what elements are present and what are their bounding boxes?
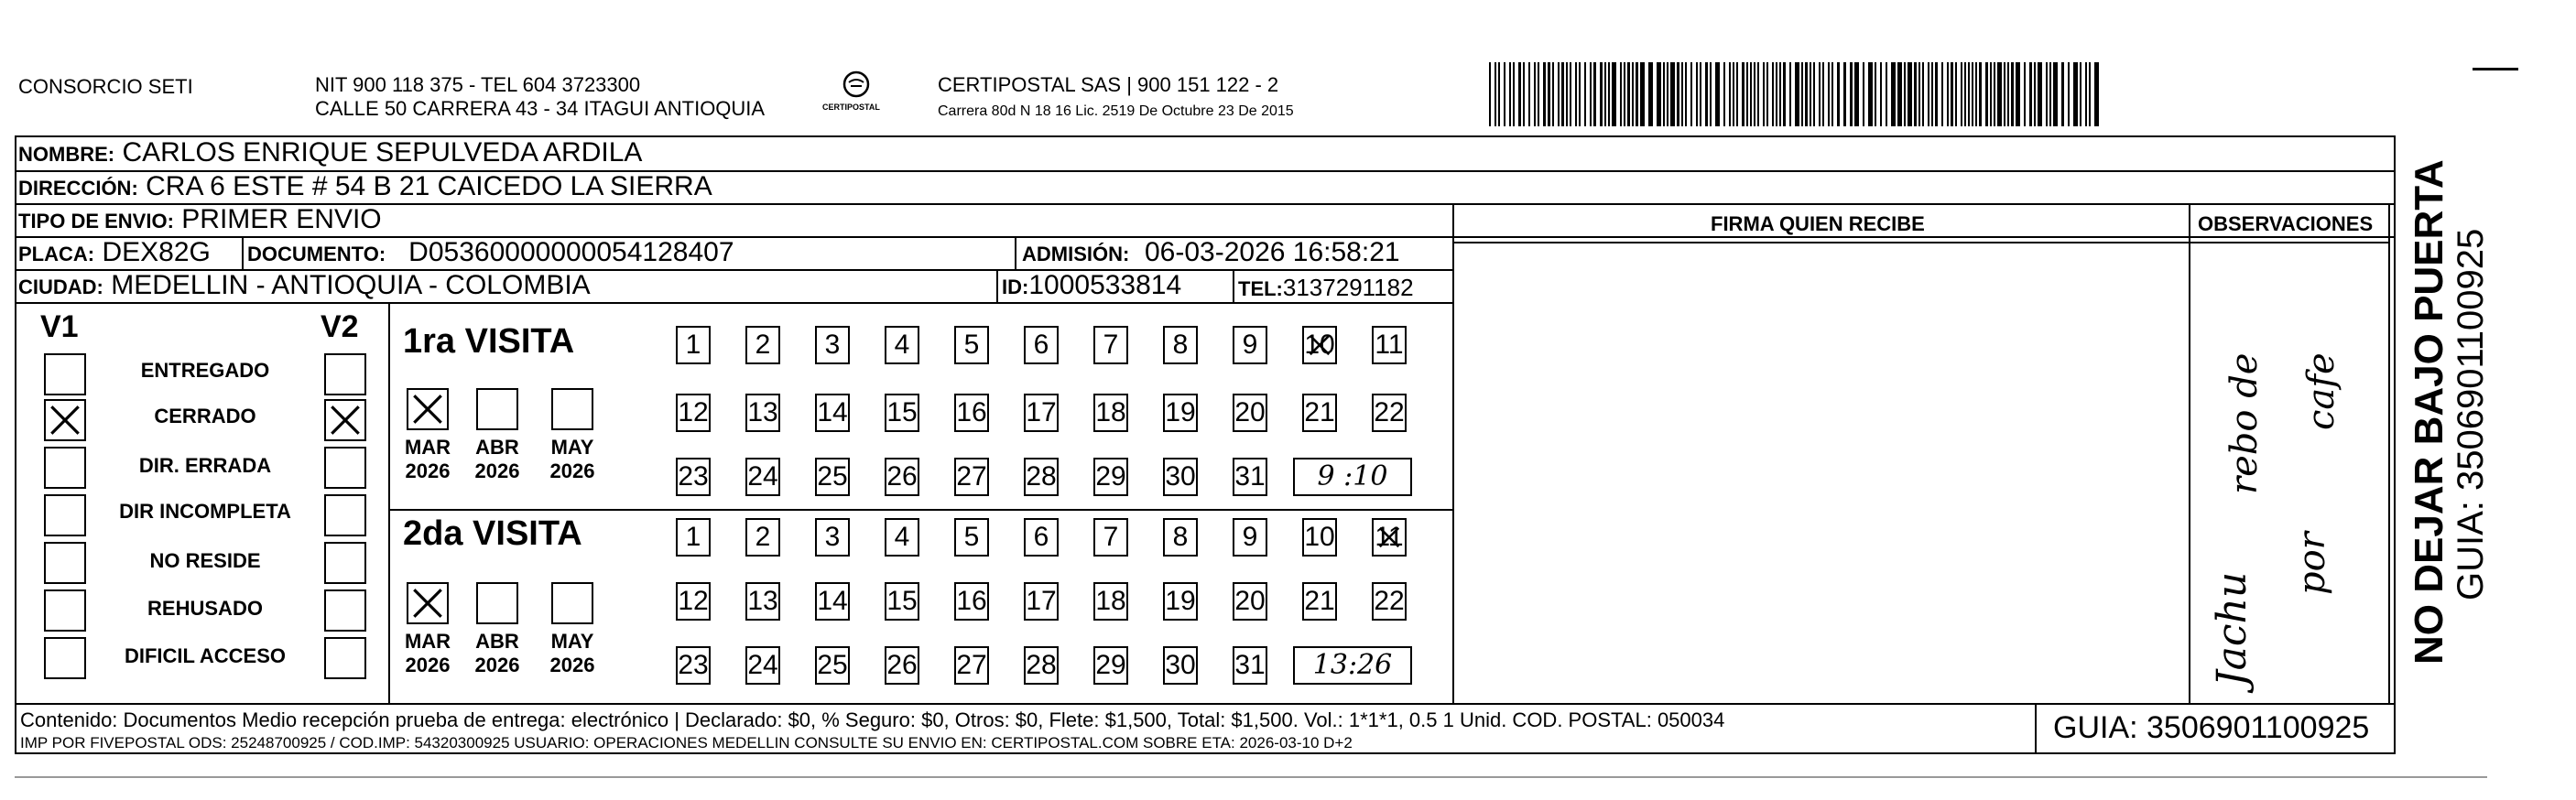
second-visit-month-checkbox[interactable]: [551, 582, 593, 624]
first-visit-day-box[interactable]: 6: [1024, 326, 1059, 364]
certipostal-logo-icon: [838, 70, 875, 106]
v1-checkbox[interactable]: [44, 542, 86, 584]
month-name: MAY: [550, 436, 594, 459]
second-visit-month-checkbox[interactable]: [407, 582, 449, 624]
v2-checkbox[interactable]: [324, 589, 366, 632]
second-visit-month-label: [396, 630, 460, 677]
first-visit-day-box[interactable]: 10: [1302, 326, 1337, 364]
v1-checkbox[interactable]: [44, 447, 86, 489]
nombre-row: NOMBRE: CARLOS ENRIQUE SEPULVEDA ARDILA: [18, 137, 643, 168]
nombre-value: CARLOS ENRIQUE SEPULVEDA ARDILA: [122, 137, 643, 168]
first-visit-day-box[interactable]: 28: [1024, 458, 1059, 496]
second-visit-day-box[interactable]: 24: [745, 646, 780, 685]
first-visit-day-box[interactable]: 15: [885, 394, 919, 432]
second-visit-day-box[interactable]: 14: [815, 582, 850, 621]
second-visit-day-box[interactable]: 26: [885, 646, 919, 685]
second-visit-day-box[interactable]: 30: [1163, 646, 1198, 685]
second-visit-day-box[interactable]: 3: [815, 518, 850, 557]
second-visit-day-box[interactable]: 31: [1233, 646, 1267, 685]
first-visit-day-box[interactable]: 20: [1233, 394, 1267, 432]
second-visit-day-box[interactable]: 11: [1372, 518, 1407, 557]
v1-checkbox[interactable]: [44, 353, 86, 395]
tel-row: TEL:3137291182: [1238, 274, 1414, 301]
v2-checkbox[interactable]: [324, 399, 366, 441]
second-visit-day-box[interactable]: 1: [676, 518, 711, 557]
status-label: DIR INCOMPLETA: [119, 500, 291, 523]
observations-handwriting: [2190, 293, 2385, 701]
first-visit-day-box[interactable]: 13: [745, 394, 780, 432]
v2-checkbox[interactable]: [324, 447, 366, 489]
first-visit-day-box[interactable]: 23: [676, 458, 711, 496]
second-visit-day-box[interactable]: 16: [954, 582, 989, 621]
corner-mark: [2473, 68, 2518, 70]
status-label: ENTREGADO: [140, 359, 270, 382]
first-visit-month-checkbox[interactable]: [407, 388, 449, 430]
first-visit-month-label: [540, 436, 604, 483]
v2-checkbox[interactable]: [324, 637, 366, 679]
month-year: 2026: [474, 654, 520, 676]
first-visit-day-box[interactable]: 17: [1024, 394, 1059, 432]
v2-checkbox[interactable]: [324, 494, 366, 536]
v1-label: V1: [40, 309, 79, 344]
tipo-row: TIPO DE ENVIO: PRIMER ENVIO: [18, 204, 382, 234]
first-visit-day-box[interactable]: 7: [1093, 326, 1128, 364]
v2-checkbox[interactable]: [324, 542, 366, 584]
second-visit-day-box[interactable]: 25: [815, 646, 850, 685]
second-visit-month-label: [540, 630, 604, 677]
documento-value: D05360000000054128407: [408, 237, 734, 267]
admision-row: ADMISIÓN: 06-03-2026 16:58:21: [1022, 237, 1400, 267]
month-name: ABR: [475, 436, 519, 459]
first-visit-day-box[interactable]: 2: [745, 326, 780, 364]
month-name: MAY: [550, 630, 594, 653]
v1-checkbox[interactable]: [44, 494, 86, 536]
barcode: [1487, 62, 2106, 126]
month-year: 2026: [474, 459, 520, 482]
second-visit-day-box[interactable]: 6: [1024, 518, 1059, 557]
documento-row: DOCUMENTO: D05360000000054128407: [247, 237, 734, 267]
side-guia: GUIA: 3506901100925: [2451, 228, 2491, 600]
second-visit-day-box[interactable]: 15: [885, 582, 919, 621]
second-visit-day-box[interactable]: 17: [1024, 582, 1059, 621]
second-visit-month-checkbox[interactable]: [476, 582, 518, 624]
month-name: ABR: [475, 630, 519, 653]
logo-text: CERTIPOSTAL: [822, 103, 880, 112]
first-visit-day-box[interactable]: 12: [676, 394, 711, 432]
second-visit-day-box[interactable]: 7: [1093, 518, 1128, 557]
v1-checkbox[interactable]: [44, 399, 86, 441]
footer-content-line: Contenido: Documentos Medio recepción prueba de entrega: electrónico | Declarado: $0, % Seguro: $0, Otros: $0, Flete: $1,500, Total: $1,500. Vol.: 1*1*1, 0.5 1 Unid. COD. POSTAL: 050034: [20, 708, 1725, 731]
second-visit-day-box[interactable]: 4: [885, 518, 919, 557]
v1-checkbox[interactable]: [44, 637, 86, 679]
first-visit-day-box[interactable]: 24: [745, 458, 780, 496]
first-visit-time-box[interactable]: 9 :10: [1293, 458, 1412, 496]
first-visit-day-box[interactable]: 26: [885, 458, 919, 496]
status-label: DIR. ERRADA: [138, 454, 272, 477]
first-visit-month-checkbox[interactable]: [476, 388, 518, 430]
bottom-edge: [15, 776, 2487, 778]
second-visit-month-label: [465, 630, 529, 677]
first-visit-day-box[interactable]: 11: [1372, 326, 1407, 364]
id-value: 1000533814: [1028, 270, 1182, 300]
month-name: MAR: [404, 630, 451, 653]
status-label: REHUSADO: [147, 597, 263, 620]
first-visit-day-box[interactable]: 25: [815, 458, 850, 496]
month-year: 2026: [549, 654, 595, 676]
second-visit-day-box[interactable]: 12: [676, 582, 711, 621]
first-visit-day-box[interactable]: 31: [1233, 458, 1267, 496]
second-visit-day-box[interactable]: 18: [1093, 582, 1128, 621]
first-visit-title: 1ra VISITA: [403, 322, 575, 361]
month-year: 2026: [405, 654, 451, 676]
first-visit-month-label: [396, 436, 460, 483]
footer-guia: GUIA: 3506901100925: [2053, 710, 2370, 745]
v2-checkbox[interactable]: [324, 353, 366, 395]
firma-label: FIRMA QUIEN RECIBE: [1711, 212, 1925, 235]
second-visit-day-box[interactable]: 29: [1093, 646, 1128, 685]
id-row: ID:1000533814: [1002, 270, 1182, 300]
first-visit-day-box[interactable]: 30: [1163, 458, 1198, 496]
observaciones-label: OBSERVACIONES: [2198, 212, 2374, 235]
second-visit-day-box[interactable]: 23: [676, 646, 711, 685]
second-visit-day-box[interactable]: 28: [1024, 646, 1059, 685]
month-year: 2026: [549, 459, 595, 482]
status-label: DIFICIL ACCESO: [124, 644, 286, 667]
direccion-row: DIRECCIÓN: CRA 6 ESTE # 54 B 21 CAICEDO LA SIERRA: [18, 171, 712, 201]
v2-label: V2: [321, 309, 359, 344]
company-name: CONSORCIO SETI: [18, 75, 193, 98]
handwriting-line-1: Jachu: [2209, 571, 2255, 686]
first-visit-day-box[interactable]: 3: [815, 326, 850, 364]
second-visit-day-box[interactable]: 27: [954, 646, 989, 685]
first-visit-day-box[interactable]: 16: [954, 394, 989, 432]
first-visit-day-box[interactable]: 5: [954, 326, 989, 364]
first-visit-day-box[interactable]: 21: [1302, 394, 1337, 432]
second-visit-day-box[interactable]: 9: [1233, 518, 1267, 557]
handwriting-line-2: rebo de: [2223, 352, 2266, 494]
status-label: NO RESIDE: [149, 549, 261, 572]
first-visit-day-box[interactable]: 22: [1372, 394, 1407, 432]
license-line: Carrera 80d N 18 16 Lic. 2519 De Octubre 23 De 2015: [938, 103, 1294, 119]
handwriting-line-3: por: [2291, 532, 2333, 595]
v1-checkbox[interactable]: [44, 589, 86, 632]
first-visit-day-box[interactable]: 19: [1163, 394, 1198, 432]
first-visit-day-box[interactable]: 14: [815, 394, 850, 432]
first-visit-day-box[interactable]: 18: [1093, 394, 1128, 432]
ciudad-row: CIUDAD: MEDELLIN - ANTIOQUIA - COLOMBIA: [18, 270, 591, 300]
month-year: 2026: [405, 459, 451, 482]
admision-value: 06-03-2026 16:58:21: [1145, 237, 1400, 267]
first-visit-day-box[interactable]: 4: [885, 326, 919, 364]
second-visit-time-box[interactable]: 13:26: [1293, 646, 1412, 685]
second-visit-day-box[interactable]: 19: [1163, 582, 1198, 621]
first-visit-day-box[interactable]: 27: [954, 458, 989, 496]
placa-row: PLACA: DEX82G: [18, 237, 211, 267]
footer-imp-line: IMP POR FIVEPOSTAL ODS: 25248700925 / COD.IMP: 54320300925 USUARIO: OPERACIONES MEDELLIN CONSULTE SU ENVIO EN: CERTIPOSTAL.COM SOBRE ETA: 2026-03-10 D+2: [20, 734, 1353, 751]
tel-value: 3137291182: [1282, 274, 1414, 301]
ciudad-value: MEDELLIN - ANTIOQUIA - COLOMBIA: [111, 270, 591, 300]
second-visit-day-box[interactable]: 20: [1233, 582, 1267, 621]
tipo-value: PRIMER ENVIO: [181, 204, 382, 234]
direccion-value: CRA 6 ESTE # 54 B 21 CAICEDO LA SIERRA: [146, 171, 712, 201]
second-visit-day-box[interactable]: 10: [1302, 518, 1337, 557]
handwriting-line-4: cafe: [2300, 352, 2342, 430]
second-visit-title: 2da VISITA: [403, 514, 582, 553]
first-visit-day-box[interactable]: 29: [1093, 458, 1128, 496]
second-visit-day-box[interactable]: 13: [745, 582, 780, 621]
certipostal-line: CERTIPOSTAL SAS | 900 151 122 - 2: [938, 73, 1279, 96]
second-visit-day-box[interactable]: 8: [1163, 518, 1198, 557]
first-visit-day-box[interactable]: 9: [1233, 326, 1267, 364]
first-visit-day-box[interactable]: 8: [1163, 326, 1198, 364]
nit-line: NIT 900 118 375 - TEL 604 3723300: [315, 73, 641, 96]
first-visit-month-checkbox[interactable]: [551, 388, 593, 430]
address-line: CALLE 50 CARRERA 43 - 34 ITAGUI ANTIOQUIA: [315, 97, 766, 120]
second-visit-day-box[interactable]: 2: [745, 518, 780, 557]
second-visit-day-box[interactable]: 21: [1302, 582, 1337, 621]
no-dejar-bajo-puerta: NO DEJAR BAJO PUERTA: [2407, 159, 2451, 665]
second-visit-day-box[interactable]: 22: [1372, 582, 1407, 621]
month-name: MAR: [404, 436, 451, 459]
second-visit-day-box[interactable]: 5: [954, 518, 989, 557]
first-visit-month-label: [465, 436, 529, 483]
placa-value: DEX82G: [102, 237, 211, 267]
status-label: CERRADO: [154, 405, 256, 427]
first-visit-day-box[interactable]: 1: [676, 326, 711, 364]
